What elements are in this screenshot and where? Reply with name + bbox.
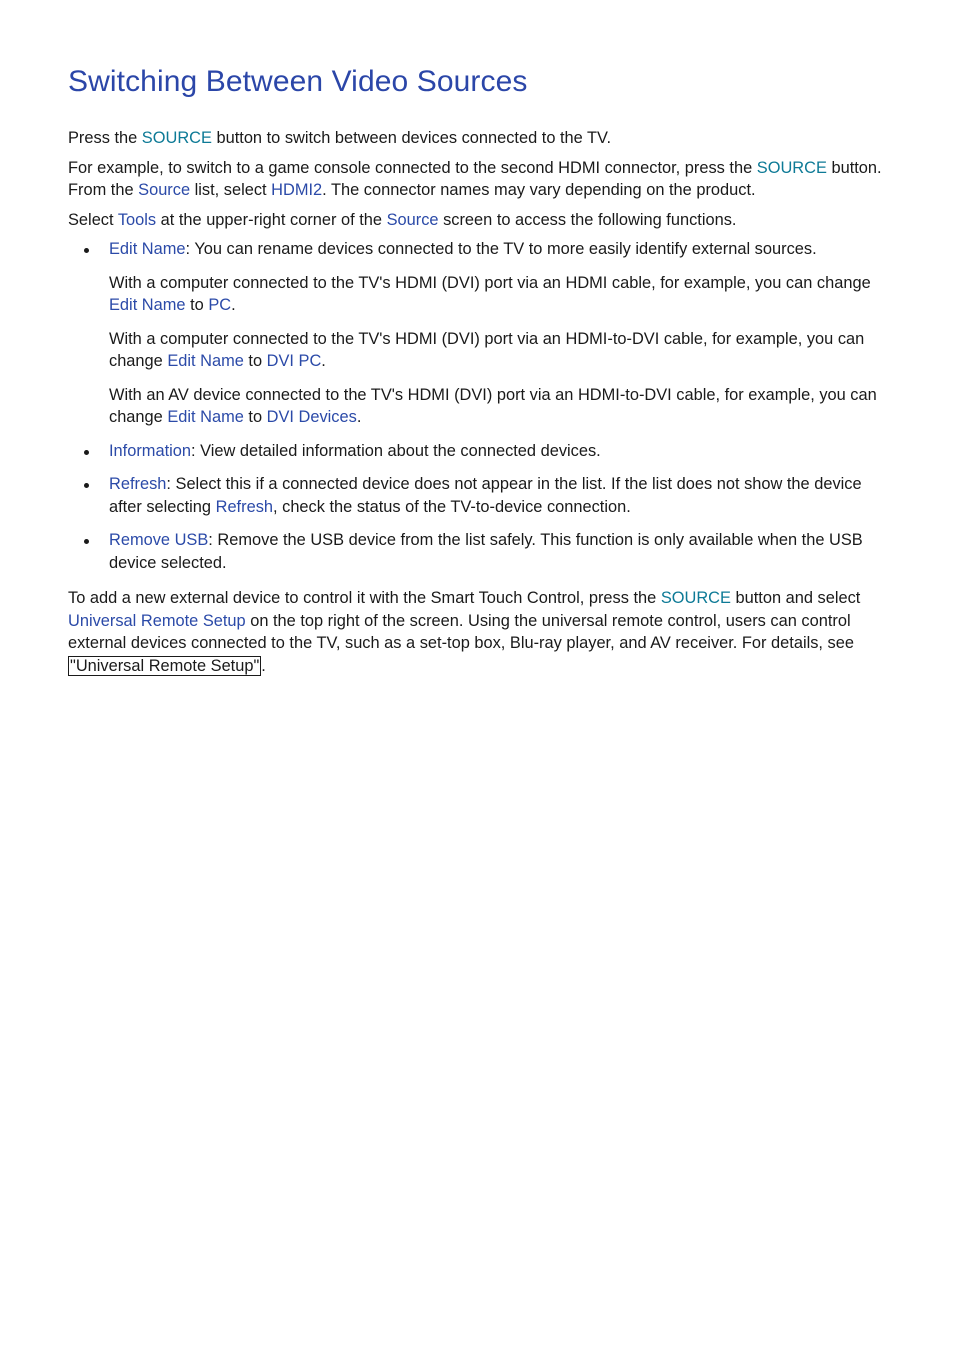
example-dvi-pc-text-3: . xyxy=(321,352,326,370)
refresh-text-1: : Select this if a connected device does not appear in the list. If the list does not show the device after selecting xyxy=(109,475,862,516)
tools-paragraph xyxy=(68,209,888,232)
document-page xyxy=(68,62,888,684)
example-pc-text-1: With a computer connected to the TV's HDMI (DVI) port via an HDMI cable, for example, you can change xyxy=(109,273,871,292)
example-dvi-devices-text-3: . xyxy=(356,408,362,426)
pc-keyword: PC xyxy=(208,296,232,314)
universal-remote-setup-link[interactable]: "Universal Remote Setup" xyxy=(70,656,260,675)
list-item-refresh xyxy=(68,473,888,518)
tools-text-3: screen to access the following functions. xyxy=(438,210,737,229)
example-paragraph xyxy=(68,157,888,202)
closing-text-3: on the top right of the screen. Using the universal remote control, users can control external devices connected to the TV, such as a set-top box, Blu-ray player, and AV receiver. For details, see xyxy=(68,611,854,652)
edit-name-label: Edit Name xyxy=(109,240,186,258)
tools-keyword: Tools xyxy=(117,210,157,229)
bullet-dot-icon xyxy=(84,248,89,253)
refresh-text-2: , check the status of the TV-to-device connection. xyxy=(273,497,631,516)
source-keyword: SOURCE xyxy=(756,158,827,177)
dvi-pc-keyword: DVI PC xyxy=(266,352,322,370)
intro-paragraph xyxy=(68,127,888,150)
remove-usb-label: Remove USB xyxy=(109,531,209,549)
bullet-dot-icon xyxy=(84,483,89,488)
source-keyword: SOURCE xyxy=(660,589,731,607)
example-pc-text-3: . xyxy=(231,296,236,314)
example-dvi-devices-text-2: to xyxy=(243,408,267,426)
list-item-edit-name xyxy=(68,238,888,429)
bullet-dot-icon xyxy=(84,450,89,455)
example-text-2: button. From the xyxy=(68,158,882,199)
refresh-description xyxy=(109,473,888,518)
edit-name-example-pc xyxy=(109,272,888,317)
hdmi2-keyword: HDMI2 xyxy=(271,181,323,199)
example-text-4: . The connector names may vary depending on the product. xyxy=(322,181,756,199)
universal-remote-setup-keyword: Universal Remote Setup xyxy=(68,611,246,630)
edit-name-keyword: Edit Name xyxy=(167,408,244,426)
intro-text-1: Press the xyxy=(68,129,142,147)
refresh-label: Refresh xyxy=(109,475,167,493)
information-label: Information xyxy=(109,441,191,460)
remove-usb-text: : Remove the USB device from the list safely. This function is only available when the USB device selected. xyxy=(109,531,863,572)
information-description xyxy=(109,440,888,463)
remove-usb-description xyxy=(109,529,888,574)
closing-paragraph xyxy=(68,587,888,677)
intro-text-2: button to switch between devices connected to the TV. xyxy=(211,129,612,147)
example-pc-text-2: to xyxy=(185,296,209,314)
example-dvi-pc-text-1: With a computer connected to the TV's HDMI (DVI) port via an HDMI-to-DVI cable, for example, you can change xyxy=(109,329,865,370)
example-dvi-devices-text-1: With an AV device connected to the TV's HDMI (DVI) port via an HDMI-to-DVI cable, for example, you can change xyxy=(109,385,877,426)
edit-name-example-dvi-pc xyxy=(109,328,888,373)
example-text-1: For example, to switch to a game console connected to the second HDMI connector, press the xyxy=(68,158,757,177)
source-list-keyword: Source xyxy=(138,181,191,199)
list-item-information xyxy=(68,440,888,463)
functions-list xyxy=(68,238,888,574)
edit-name-description xyxy=(109,238,888,261)
example-text-3: list, select xyxy=(190,181,272,199)
closing-text-4: . xyxy=(261,656,266,675)
tools-text-2: at the upper-right corner of the xyxy=(156,210,387,229)
edit-name-text: : You can rename devices connected to the TV to more easily identify external sources. xyxy=(185,240,817,258)
list-item-remove-usb xyxy=(68,529,888,574)
page-title: Switching Between Video Sources xyxy=(68,65,528,98)
dvi-devices-keyword: DVI Devices xyxy=(266,408,357,426)
edit-name-keyword: Edit Name xyxy=(109,296,186,314)
example-dvi-pc-text-2: to xyxy=(243,352,267,370)
source-keyword: SOURCE xyxy=(141,129,212,147)
closing-text-1: To add a new external device to control it with the Smart Touch Control, press the xyxy=(68,589,661,607)
edit-name-example-dvi-devices xyxy=(109,384,888,429)
closing-text-2: button and select xyxy=(730,589,861,607)
bullet-dot-icon xyxy=(84,539,89,544)
edit-name-keyword: Edit Name xyxy=(167,352,244,370)
tools-text-1: Select xyxy=(68,210,118,229)
information-text: : View detailed information about the connected devices. xyxy=(191,441,601,460)
source-screen-keyword: Source xyxy=(386,210,439,229)
refresh-keyword: Refresh xyxy=(215,497,274,516)
